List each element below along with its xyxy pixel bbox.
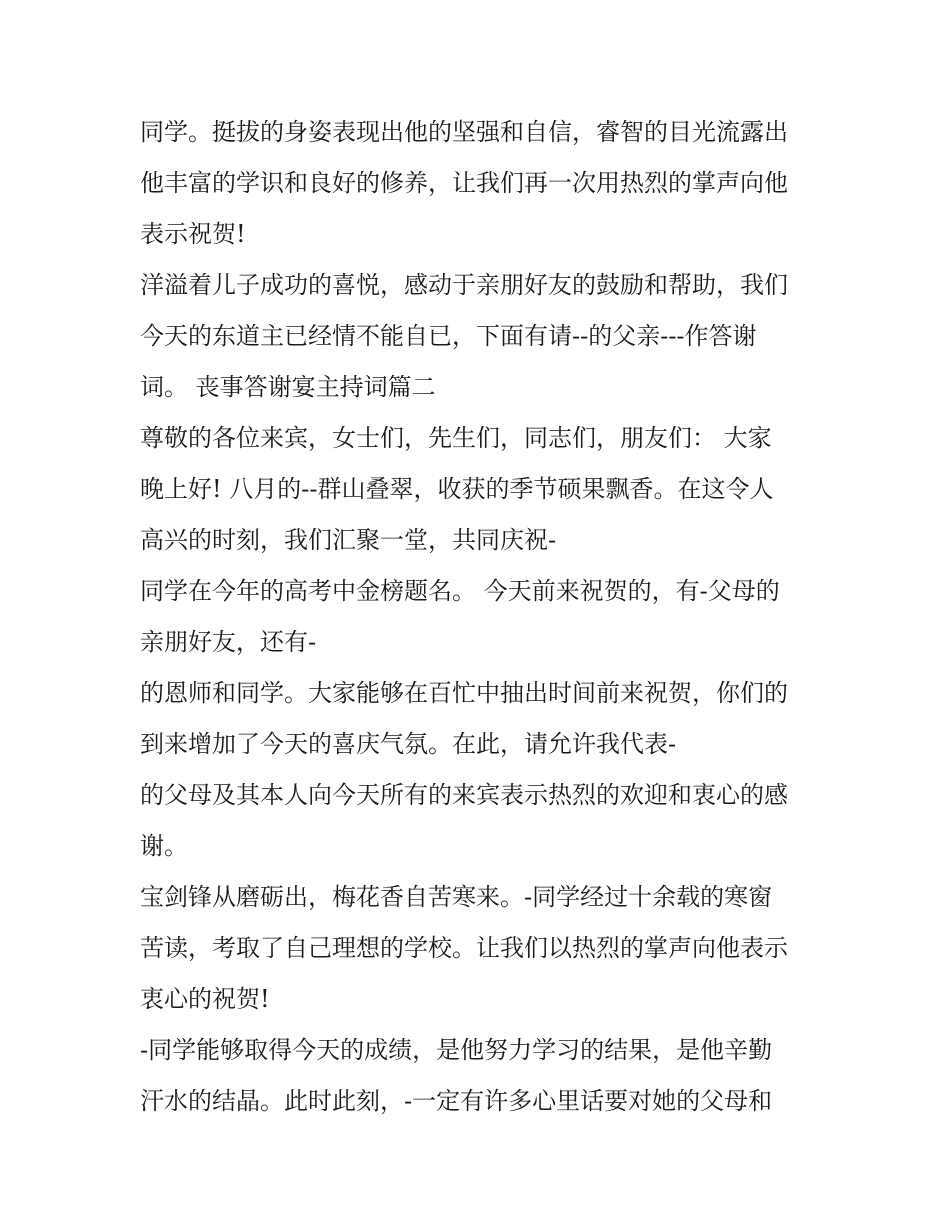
text-line: 洋溢着儿子成功的喜悦，感动于亲朋好友的鼓励和帮助，我们 — [140, 271, 788, 299]
text-line: 词。 丧事答谢宴主持词篇二 — [140, 373, 436, 401]
text-line: 他丰富的学识和良好的修养，让我们再一次用热烈的掌声向他 — [140, 169, 788, 197]
text-line: 晚上好! 八月的--群山叠翠，收获的季节硕果飘香。在这令人 — [140, 475, 774, 503]
text-line: 同学在今年的高考中金榜题名。 今天前来祝贺的，有-父母的 — [140, 577, 780, 605]
text-line: 今天的东道主已经情不能自已，下面有请--的父亲---作答谢 — [140, 322, 757, 350]
text-line: 汗水的结晶。此时此刻，-一定有许多心里话要对她的父母和 — [140, 1087, 773, 1115]
text-line: 的恩师和同学。大家能够在百忙中抽出时间前来祝贺，你们的 — [140, 679, 788, 707]
document-body — [140, 107, 820, 1127]
text-line: 到来增加了今天的喜庆气氛。在此，请允许我代表- — [140, 730, 677, 758]
text-line: 表示祝贺! — [140, 220, 246, 248]
text-line: 苦读，考取了自己理想的学校。让我们以热烈的掌声向他表示 — [140, 934, 788, 962]
text-line: 亲朋好友，还有- — [140, 628, 317, 656]
text-line: 宝剑锋从磨砺出，梅花香自苦寒来。-同学经过十余载的寒窗 — [140, 883, 773, 911]
text-line: 的父母及其本人向今天所有的来宾表示热烈的欢迎和衷心的感 — [140, 781, 788, 809]
text-line: 尊敬的各位来宾，女士们，先生们，同志们，朋友们： 大家 — [140, 424, 772, 452]
text-line: 同学。挺拔的身姿表现出他的坚强和自信，睿智的目光流露出 — [140, 118, 788, 146]
text-line: 衷心的祝贺! — [140, 985, 270, 1013]
text-line: -同学能够取得今天的成绩，是他努力学习的结果，是他辛勤 — [140, 1036, 773, 1064]
text-line: 谢。 — [140, 832, 188, 860]
text-line: 高兴的时刻，我们汇聚一堂，共同庆祝- — [140, 526, 557, 554]
